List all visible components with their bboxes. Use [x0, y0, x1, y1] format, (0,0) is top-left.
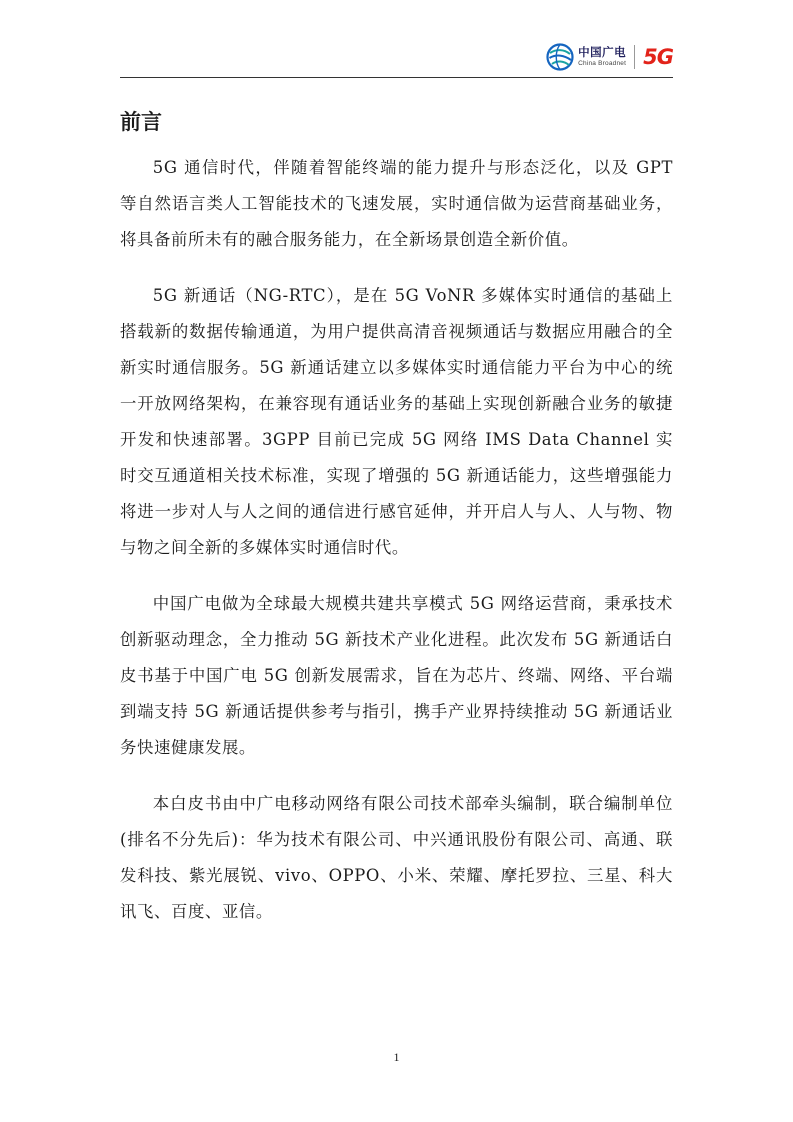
china-broadnet-wordmark [578, 47, 626, 67]
paragraph-3: 中国广电做为全球最大规模共建共享模式 5G 网络运营商，秉承技术创新驱动理念，全力推动 5G 新技术产业化进程。此次发布 5G 新通话白皮书基于中国广电 5G 创新发展需求，旨在为芯片、终端、网络、平台端到端支持 5G 新通话提供参考与指引，携手产业界持续推动 5G 新通话业务快速健康发展。 [120, 594, 673, 757]
china-broadnet-globe-icon [546, 43, 574, 71]
header-rule [120, 77, 673, 78]
paragraph-4: 本白皮书由中广电移动网络有限公司技术部牵头编制，联合编制单位(排名不分先后)：华为技术有限公司、中兴通讯股份有限公司、高通、联发科技、紫光展锐、vivo、OPPO、小米、荣耀、摩托罗拉、三星、科大讯飞、百度、亚信。 [120, 794, 673, 921]
logo-divider [634, 45, 635, 69]
page-header [120, 38, 673, 78]
logo-english-name: China Broadnet [578, 59, 627, 67]
paragraph-2: 5G 新通话（NG-RTC），是在 5G VoNR 多媒体实时通信的基础上搭载新的数据传输通道，为用户提供高清音视频通话与数据应用融合的全新实时通信服务。5G 新通话建立以多媒体实时通信能力平台为中心的统一开放网络架构，在兼容现有通话业务的基础上实现创新融合业务的敏捷开发和快速部署。3GPP 目前已完成 5G 网络 IMS Data Channel 实时交互通道相关技术标准，实现了增强的 5G 新通话能力，这些增强能力将进一步对人与人之间的通信进行感官延伸，并开启人与人、人与物、物与物之间全新的多媒体实时通信时代。 [120, 286, 673, 557]
header-logos [546, 42, 673, 72]
page-number: 1 [393, 1050, 400, 1064]
body-text [120, 150, 673, 950]
paragraph-1: 5G 通信时代，伴随着智能终端的能力提升与形态泛化，以及 GPT 等自然语言类人工智能技术的飞速发展，实时通信做为运营商基础业务，将具备前所未有的融合服务能力，在全新场景创造全新价值。 [120, 158, 673, 249]
5g-logo: 5G [643, 44, 673, 69]
section-title: 前言 [120, 110, 162, 134]
logo-chinese-name: 中国广电 [578, 45, 627, 59]
